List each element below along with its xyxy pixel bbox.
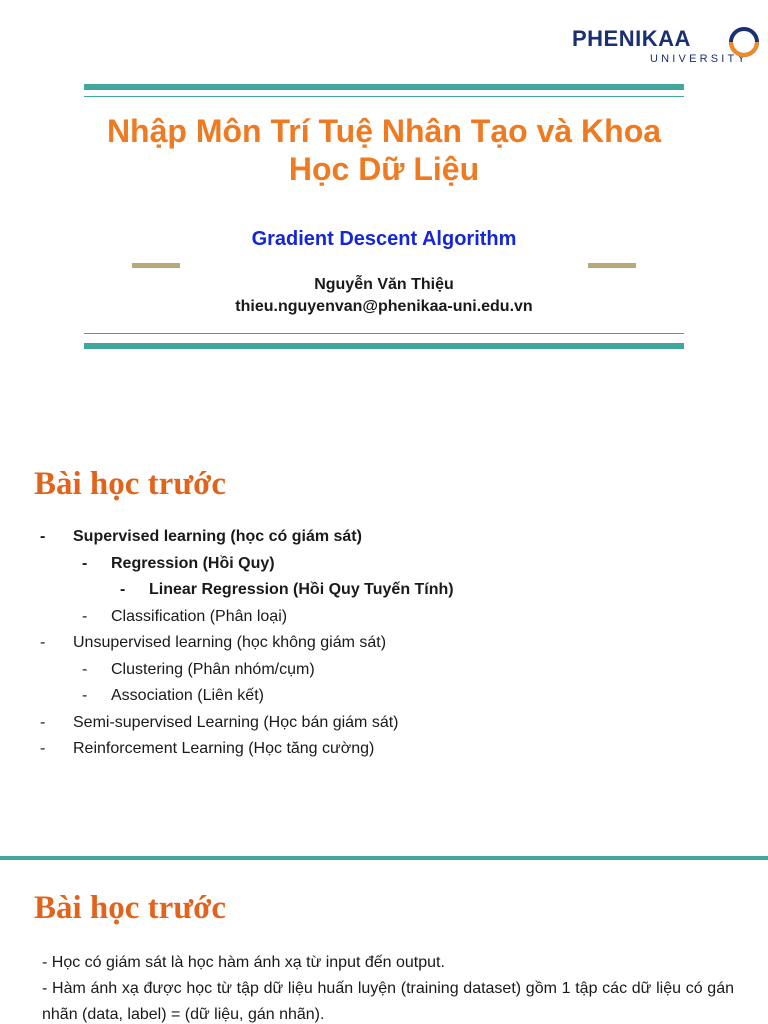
outline-item-text: Unsupervised learning (học không giám sát) xyxy=(73,634,387,651)
recap-paragraph: - Học có giám sát là học hàm ánh xạ từ input đến output. xyxy=(42,954,445,971)
outline-item xyxy=(40,524,454,551)
lecture-subtitle: Gradient Descent Algorithm xyxy=(251,228,517,250)
left-gold-dash xyxy=(132,263,180,268)
bullet-dash: - xyxy=(82,607,88,625)
outline-item xyxy=(40,604,454,631)
outline-item xyxy=(40,736,454,763)
top-accent-line xyxy=(84,96,684,97)
outline-item-text: Classification (Phân loại) xyxy=(111,607,288,625)
bottom-accent-bar xyxy=(84,343,684,349)
outline-item xyxy=(40,683,454,710)
logo-wordmark: PHENIKAA xyxy=(572,26,691,51)
outline-item xyxy=(40,630,454,657)
outline-item-text: Supervised learning (học có giám sát) xyxy=(73,528,362,545)
topic-outline xyxy=(40,524,454,763)
previous-lesson-slide-2 xyxy=(0,860,768,1024)
outline-item xyxy=(40,551,454,578)
recap-paragraph: - Hàm ánh xạ được học từ tập dữ liệu huấn luyện (training dataset) gồm 1 tập các dữ liệu có gán nhãn (data, label) = (dữ liệu, gán nhãn). xyxy=(42,980,734,1023)
bottom-accent-line xyxy=(84,333,684,334)
phenikaa-ring-icon xyxy=(726,24,762,60)
slide-heading: Bài học trước xyxy=(34,466,227,502)
bullet-dash: - xyxy=(82,554,88,572)
outline-item-text: Association (Liên kết) xyxy=(111,687,264,704)
slide-heading: Bài học trước xyxy=(34,890,227,926)
outline-item xyxy=(40,577,454,604)
right-gold-dash xyxy=(588,263,636,268)
author-block xyxy=(84,274,684,318)
outline-item-text: Linear Regression (Hồi Quy Tuyến Tính) xyxy=(149,581,454,598)
phenikaa-logo xyxy=(572,18,762,70)
outline-item-text: Regression (Hồi Quy) xyxy=(111,554,275,572)
logo-subtext: UNIVERSITY xyxy=(650,53,749,65)
bullet-dash: - xyxy=(82,687,88,704)
course-title: Nhập Môn Trí Tuệ Nhân Tạo và Khoa Học Dữ Liệu xyxy=(106,113,662,188)
bullet-dash: - xyxy=(40,713,46,731)
bullet-dash: - xyxy=(40,634,46,651)
top-accent-bar xyxy=(84,84,684,90)
outline-item-text: Semi-supervised Learning (Học bán giám sát) xyxy=(73,713,399,731)
author-name: Nguyễn Văn Thiệu xyxy=(314,276,454,293)
outline-item-text: Clustering (Phân nhóm/cụm) xyxy=(111,660,315,678)
title-slide xyxy=(0,0,768,430)
bullet-dash: - xyxy=(120,581,126,598)
author-email: thieu.nguyenvan@phenikaa-uni.edu.vn xyxy=(235,298,533,315)
bullet-dash: - xyxy=(40,528,46,545)
outline-item-text: Reinforcement Learning (Học tăng cường) xyxy=(73,740,375,757)
outline-item xyxy=(40,657,454,684)
outline-item xyxy=(40,710,454,737)
bullet-dash: - xyxy=(82,660,88,678)
bullet-dash: - xyxy=(40,740,46,757)
previous-lesson-slide xyxy=(0,430,768,856)
